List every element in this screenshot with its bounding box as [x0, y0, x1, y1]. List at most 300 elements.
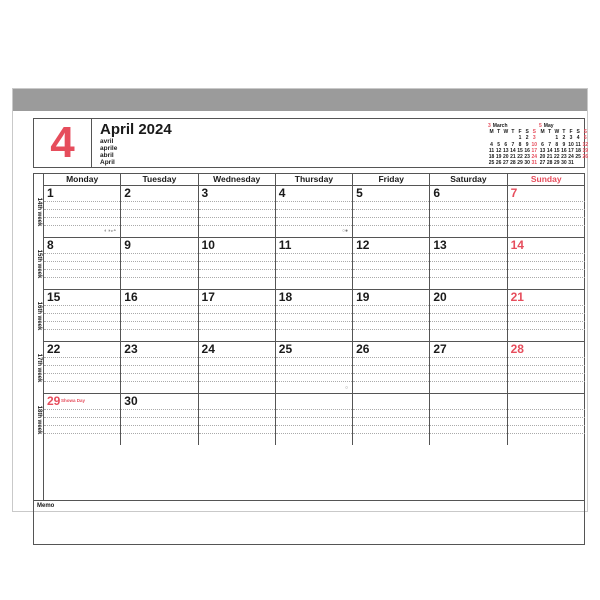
ruled-line [44, 277, 120, 278]
ruled-line [508, 433, 585, 434]
ruled-line [44, 433, 120, 434]
ruled-line [44, 365, 120, 366]
day-number: 4 [278, 186, 286, 200]
month-number: 4 [34, 119, 92, 167]
ruled-line [353, 409, 429, 410]
mini-calendar-weekday: M [540, 129, 545, 135]
day-cell[interactable] [199, 238, 276, 289]
ruled-line [276, 329, 352, 330]
ruled-line [353, 217, 429, 218]
ruled-line [353, 261, 429, 262]
mini-calendar-day: 29 [517, 160, 523, 167]
ruled-line [508, 425, 585, 426]
day-cell[interactable] [44, 238, 121, 289]
mini-calendar-day: 2 [562, 135, 566, 142]
ruled-line [508, 201, 585, 202]
day-number: 12 [356, 238, 370, 252]
ruled-line [121, 225, 197, 226]
mini-calendar-day: 27 [539, 160, 546, 167]
day-cell[interactable] [276, 342, 353, 393]
day-cell[interactable] [44, 290, 121, 341]
day-cell[interactable] [353, 394, 430, 445]
mini-calendar-day: 13 [539, 147, 546, 154]
mini-calendar-day: 24 [531, 154, 538, 161]
ruled-line [430, 209, 506, 210]
week-row [44, 186, 585, 238]
moon-phase-icon: ◐◑◒◓ [104, 228, 117, 234]
ruled-line [276, 321, 352, 322]
ruled-line [276, 357, 352, 358]
day-cell[interactable] [44, 342, 121, 393]
ruled-line [508, 373, 585, 374]
day-number: 8 [47, 238, 54, 252]
ruled-line [44, 313, 120, 314]
mini-calendar-weekday: S [532, 129, 536, 135]
ruled-line [199, 217, 275, 218]
ruled-line [430, 277, 506, 278]
mini-calendar-day: 11 [575, 141, 581, 148]
ruled-line [430, 201, 506, 202]
day-cell[interactable] [508, 394, 585, 445]
mini-calendar-day: 26 [495, 160, 502, 167]
weekday-header-tuesday: Tuesday [121, 174, 198, 185]
mini-calendar-weekday: T [548, 129, 552, 135]
month-name-fr: avril [100, 138, 114, 145]
ruled-line [353, 313, 429, 314]
mini-calendar-day [582, 160, 589, 166]
day-number: 20 [433, 290, 447, 304]
ruled-line [353, 209, 429, 210]
month-grid [33, 173, 585, 501]
ruled-line [353, 373, 429, 374]
day-cell[interactable] [430, 186, 507, 237]
ruled-line [199, 365, 275, 366]
mini-calendar-day: 1 [555, 135, 559, 142]
mini-calendar-day [575, 160, 582, 166]
day-number: 21 [510, 290, 524, 304]
mini-calendar-day: 21 [546, 154, 553, 161]
ruled-line [508, 417, 585, 418]
ruled-line [508, 357, 585, 358]
mini-calendar-day: 19 [582, 147, 589, 154]
ruled-line [121, 217, 197, 218]
day-number: 26 [356, 342, 370, 356]
weekday-header-row [44, 174, 585, 186]
month-header [33, 118, 589, 168]
ruled-line [508, 409, 585, 410]
ruled-line [353, 321, 429, 322]
day-cell[interactable] [44, 186, 121, 237]
mini-calendar-day: 30 [561, 160, 567, 167]
weekday-header-saturday: Saturday [430, 174, 507, 185]
ruled-line [276, 225, 352, 226]
ruled-line [199, 373, 275, 374]
day-number: 14 [510, 238, 524, 252]
ruled-line [353, 365, 429, 366]
mini-calendar-day: 22 [517, 154, 523, 161]
mini-calendar-day: 10 [568, 141, 574, 148]
ruled-line [276, 313, 352, 314]
day-number: 5 [356, 186, 363, 200]
ruled-line [276, 409, 352, 410]
day-cell[interactable] [121, 290, 198, 341]
ruled-line [44, 225, 120, 226]
week-label [34, 186, 44, 238]
ruled-line [121, 321, 197, 322]
day-cell[interactable] [276, 186, 353, 237]
ruled-line [508, 225, 585, 226]
calendar-sheet [12, 88, 588, 512]
ruled-line [430, 313, 506, 314]
mini-calendar-day: 7 [548, 141, 552, 148]
mini-calendar-day: 3 [532, 135, 536, 142]
mini-calendar-day: 7 [511, 141, 515, 148]
mini-calendar-weekday: T [511, 129, 515, 135]
day-number: 24 [201, 342, 215, 356]
mini-calendar-day: 18 [575, 147, 581, 154]
ruled-line [121, 365, 197, 366]
ruled-line [121, 209, 197, 210]
ruled-line [199, 277, 275, 278]
day-number: 30 [124, 394, 138, 408]
mini-calendar-day: 19 [495, 154, 502, 161]
mini-calendar-day: 21 [510, 154, 516, 161]
day-cell[interactable] [430, 290, 507, 341]
ruled-line [508, 381, 585, 382]
ruled-line [44, 269, 120, 270]
week-label [34, 290, 44, 342]
mini-calendar-month-number: 3 [488, 123, 491, 129]
month-name-de: April [100, 159, 115, 166]
mini-calendar-day: 18 [488, 154, 495, 161]
day-cell[interactable] [199, 342, 276, 393]
month-name-it: aprile [100, 145, 118, 152]
ruled-line [508, 305, 585, 306]
ruled-line [121, 305, 197, 306]
mini-calendar-day: 26 [582, 154, 589, 161]
ruled-line [121, 357, 197, 358]
day-number: 15 [47, 290, 61, 304]
ruled-line [199, 381, 275, 382]
ruled-line [199, 329, 275, 330]
week-label-text: 14th week [36, 197, 42, 227]
week-label [34, 342, 44, 394]
ruled-line [430, 269, 506, 270]
mini-calendar-day: 17 [568, 147, 574, 154]
mini-calendar-weekday: S [583, 129, 587, 135]
day-number: 7 [510, 186, 518, 200]
day-cell[interactable] [430, 394, 507, 445]
ruled-line [508, 277, 585, 278]
ruled-line [44, 409, 120, 410]
ruled-line [430, 321, 506, 322]
mini-calendar-day: 14 [546, 147, 553, 154]
ruled-line [199, 313, 275, 314]
ruled-line [121, 261, 197, 262]
ruled-line [276, 381, 352, 382]
day-cell[interactable] [276, 290, 353, 341]
ruled-line [199, 225, 275, 226]
mini-calendar-week-row [539, 160, 589, 166]
ruled-line [353, 417, 429, 418]
mini-calendar-day: 20 [539, 154, 546, 161]
day-cell[interactable] [199, 394, 276, 445]
day-number: 1 [47, 186, 54, 200]
week-row [44, 394, 585, 446]
day-number: 27 [433, 342, 447, 356]
ruled-line [353, 357, 429, 358]
mini-calendar-weekday: F [569, 129, 573, 135]
ruled-line [121, 425, 197, 426]
mini-calendar-day: 31 [568, 160, 574, 167]
ruled-line [353, 253, 429, 254]
weekday-header-wednesday: Wednesday [199, 174, 276, 185]
ruled-line [353, 329, 429, 330]
ruled-line [121, 373, 197, 374]
day-number: 2 [124, 186, 131, 200]
month-names-list [100, 138, 117, 166]
mini-calendar-day: 29 [554, 160, 560, 167]
day-cell[interactable] [44, 394, 121, 445]
weekday-header-friday: Friday [353, 174, 430, 185]
mini-calendar-day: 5 [497, 141, 501, 148]
ruled-line [44, 217, 120, 218]
ruled-line [430, 253, 506, 254]
ruled-line [276, 253, 352, 254]
mini-calendar-day: 6 [504, 141, 508, 148]
week-label [34, 238, 44, 290]
ruled-line [199, 269, 275, 270]
mini-calendar-weekday: T [497, 129, 501, 135]
day-number: 11 [278, 238, 292, 252]
ruled-line [121, 381, 197, 382]
mini-calendar-day: 4 [490, 141, 493, 148]
ruled-line [508, 321, 585, 322]
mini-calendar-day: 14 [510, 147, 516, 154]
ruled-line [276, 209, 352, 210]
mini-calendar-weekday: M [489, 129, 494, 135]
ruled-line [44, 425, 120, 426]
mini-calendar-may [539, 123, 589, 167]
weekday-header-sunday: Sunday [530, 174, 562, 184]
day-cell[interactable] [121, 238, 198, 289]
ruled-line [430, 409, 506, 410]
mini-calendar-day: 16 [524, 147, 530, 154]
day-number: 19 [356, 290, 370, 304]
ruled-line [199, 417, 275, 418]
mini-calendar-weekday: W [554, 129, 560, 135]
day-number: 17 [201, 290, 215, 304]
ruled-line [353, 433, 429, 434]
ruled-line [199, 305, 275, 306]
ruled-line [44, 417, 120, 418]
ruled-line [353, 277, 429, 278]
mini-calendar-day: 1 [518, 135, 522, 142]
day-cell[interactable] [430, 342, 507, 393]
ruled-line [121, 201, 197, 202]
ruled-line [276, 305, 352, 306]
mini-calendar-day: 10 [531, 141, 538, 148]
ruled-line [276, 217, 352, 218]
day-number: 22 [47, 342, 61, 356]
ruled-line [199, 261, 275, 262]
day-number: 18 [278, 290, 293, 304]
day-number: 10 [201, 238, 215, 252]
month-title: April 2024 [100, 121, 172, 138]
ruled-line [353, 305, 429, 306]
mini-calendar-weekday: S [576, 129, 580, 135]
memo-label: Memo [37, 503, 55, 509]
mini-calendar-day: 5 [583, 135, 587, 142]
day-number: 23 [124, 342, 138, 356]
ruled-line [199, 409, 275, 410]
ruled-line [508, 313, 585, 314]
ruled-line [430, 381, 506, 382]
mini-calendar-day: 28 [546, 160, 553, 167]
mini-calendar-day: 16 [561, 147, 567, 154]
ruled-line [44, 373, 120, 374]
day-cell[interactable] [121, 394, 198, 445]
mini-calendar-day: 9 [562, 141, 566, 148]
ruled-line [276, 261, 352, 262]
ruled-line [199, 321, 275, 322]
ruled-line [508, 261, 585, 262]
day-cell[interactable] [508, 238, 585, 289]
mini-calendar-day: 4 [576, 135, 580, 142]
day-cell[interactable] [508, 290, 585, 341]
ruled-line [199, 253, 275, 254]
ruled-line [353, 425, 429, 426]
week-label-text: 18th week [36, 405, 42, 435]
ruled-line [44, 321, 120, 322]
day-cell[interactable] [508, 186, 585, 237]
mini-calendar-march [488, 123, 538, 167]
ruled-line [430, 261, 506, 262]
ruled-line [508, 209, 585, 210]
mini-calendar-day: 30 [524, 160, 530, 167]
week-row [44, 342, 585, 394]
mini-calendar-day: 3 [569, 135, 573, 142]
ruled-line [44, 357, 120, 358]
ruled-line [430, 225, 506, 226]
mini-calendar-day: 15 [554, 147, 560, 154]
week-label-text: 16th week [36, 301, 42, 331]
mini-calendar-day: 12 [582, 141, 589, 148]
moon-phase-icon: ○● [342, 228, 349, 234]
holiday-name: Showa Day [61, 398, 86, 403]
day-number: 13 [433, 238, 447, 252]
ruled-line [276, 277, 352, 278]
mini-calendar-day: 25 [575, 154, 581, 161]
ruled-line [44, 209, 120, 210]
weekday-header-monday: Monday [44, 174, 121, 185]
ruled-line [199, 209, 275, 210]
day-cell[interactable] [353, 290, 430, 341]
mini-calendar-day: 17 [531, 147, 538, 154]
ruled-line [430, 373, 506, 374]
ruled-line [430, 425, 506, 426]
week-row [44, 290, 585, 342]
day-cell[interactable] [199, 186, 276, 237]
ruled-line [44, 201, 120, 202]
moon-phase-icon: ○ [345, 385, 349, 391]
mini-calendar-day: 20 [503, 154, 509, 161]
ruled-line [353, 201, 429, 202]
ruled-line [276, 365, 352, 366]
ruled-line [276, 433, 352, 434]
ruled-line [121, 277, 197, 278]
ruled-line [430, 417, 506, 418]
day-cell[interactable] [353, 238, 430, 289]
day-cell[interactable] [121, 186, 198, 237]
day-cell[interactable] [430, 238, 507, 289]
day-cell[interactable] [276, 394, 353, 445]
ruled-line [430, 365, 506, 366]
mini-calendar-day: 11 [488, 147, 495, 154]
ruled-line [121, 409, 197, 410]
ruled-line [199, 201, 275, 202]
mini-calendar-day: 31 [531, 160, 538, 167]
ruled-line [121, 313, 197, 314]
ruled-line [430, 329, 506, 330]
mini-calendar-month-name: March [492, 123, 508, 129]
day-cell[interactable] [353, 342, 430, 393]
ruled-line [121, 269, 197, 270]
mini-calendar-month-name: May [543, 123, 554, 129]
day-cell[interactable] [121, 342, 198, 393]
day-cell[interactable] [199, 290, 276, 341]
memo-area[interactable] [33, 500, 585, 545]
day-number: 9 [124, 238, 131, 252]
ruled-line [121, 329, 197, 330]
ruled-line [44, 253, 120, 254]
mini-calendar-day: 8 [518, 141, 522, 148]
day-cell[interactable] [276, 238, 353, 289]
day-number: 6 [433, 186, 441, 200]
ruled-line [121, 433, 197, 434]
mini-calendar-day: 6 [541, 141, 544, 148]
ruled-line [276, 269, 352, 270]
ruled-line [276, 201, 352, 202]
ruled-line [508, 269, 585, 270]
day-number: 28 [510, 342, 524, 356]
week-label-text: 17th week [36, 353, 42, 383]
ruled-line [353, 381, 429, 382]
ruled-line [353, 269, 429, 270]
mini-calendar-day: 13 [503, 147, 509, 154]
ruled-line [430, 357, 506, 358]
mini-calendar-weekday: F [518, 129, 522, 135]
day-cell[interactable] [353, 186, 430, 237]
ruled-line [276, 373, 352, 374]
ruled-line [44, 381, 120, 382]
month-name-es: abril [100, 152, 114, 159]
ruled-line [121, 253, 197, 254]
mini-calendar-day: 15 [517, 147, 523, 154]
week-row [44, 238, 585, 290]
mini-calendar-week-row [488, 160, 538, 166]
mini-calendar-day: 12 [495, 147, 502, 154]
ruled-line [44, 261, 120, 262]
mini-calendar-month-number: 5 [539, 123, 542, 129]
mini-calendar-day: 2 [525, 135, 529, 142]
mini-calendar-weekday: T [562, 129, 566, 135]
ruled-line [276, 425, 352, 426]
day-number: 3 [201, 186, 209, 200]
mini-calendar-day: 27 [503, 160, 509, 167]
week-label [34, 394, 44, 446]
day-cell[interactable] [508, 342, 585, 393]
